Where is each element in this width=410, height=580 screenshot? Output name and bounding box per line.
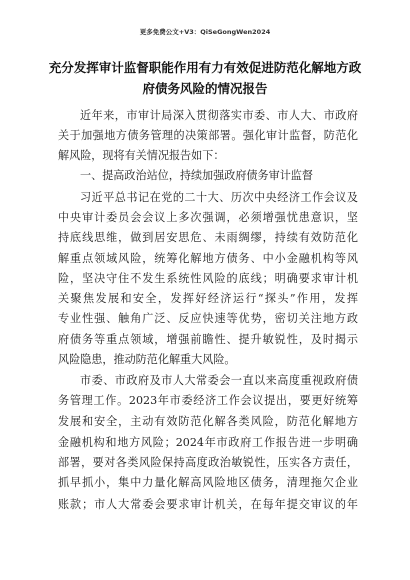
document-title-line-1: 充分发挥审计监督职能作用有力有效促进防范化解地方政 xyxy=(48,60,362,75)
header-note: 更多免费公文+V3：QiSeGongWen2024 xyxy=(139,28,271,36)
body-line: 关于加强地方债务管理的决策部署。强化审计监督，防范化 xyxy=(58,129,358,142)
body-line: 风险隐患，推动防范化解重大风险。 xyxy=(58,353,236,366)
body-line: 金融机构和地方风险；2024年市政府工作报告进一步明确 xyxy=(58,436,358,449)
body-line: 专业性强、触角广泛、反应快速等优势，密切关注地方政 xyxy=(58,312,358,325)
body-line: 关聚焦发展和安全，发挥好经济运行“探头”作用，发挥 xyxy=(58,292,358,305)
body-line: 务管理工作。2023年市委经济工作会议提出，要更好统筹 xyxy=(58,394,358,407)
body-line: 近年来，市审计局深入贯彻落实市委、市人大、市政府 xyxy=(80,109,358,122)
body-line: 持底线思维，做到居安思危、未雨绸缪，持续有效防范化 xyxy=(58,231,358,244)
body-line: 部署，要对各类风险保持高度政治敏锐性，压实各方责任， xyxy=(58,456,358,469)
body-line: 习近平总书记在党的二十大、历次中央经济工作会议及 xyxy=(80,191,358,204)
body-line: 发展和安全，主动有效防范化解各类风险，防范化解地方 xyxy=(58,415,358,428)
body-line: 险，坚决守住不发生系统性风险的底线；明确要求审计机 xyxy=(58,272,358,285)
body-line: 中央审计委员会会议上多次强调，必须增强忧患意识，坚 xyxy=(58,211,358,224)
section-heading: 一、提高政治站位，持续加强政府债务审计监督 xyxy=(80,169,313,182)
body-line: 府债务等重点领域，增强前瞻性、提升敏锐性，及时揭示 xyxy=(58,333,358,346)
body-line: 解重点领域风险，统筹化解地方债务、中小金融机构等风 xyxy=(58,252,358,265)
body-line: 抓早抓小，集中力量化解高风险地区债务，清理拖欠企业 xyxy=(58,476,358,489)
body-line: 市委、市政府及市人大常委会一直以来高度重视政府债 xyxy=(80,374,358,387)
body-line: 账款；市人大常委会要求审计机关，在每年提交审议的年 xyxy=(58,498,358,511)
body-line: 解风险，现将有关情况报告如下： xyxy=(58,149,225,162)
document-title-line-2: 府债务风险的情况报告 xyxy=(142,81,268,96)
